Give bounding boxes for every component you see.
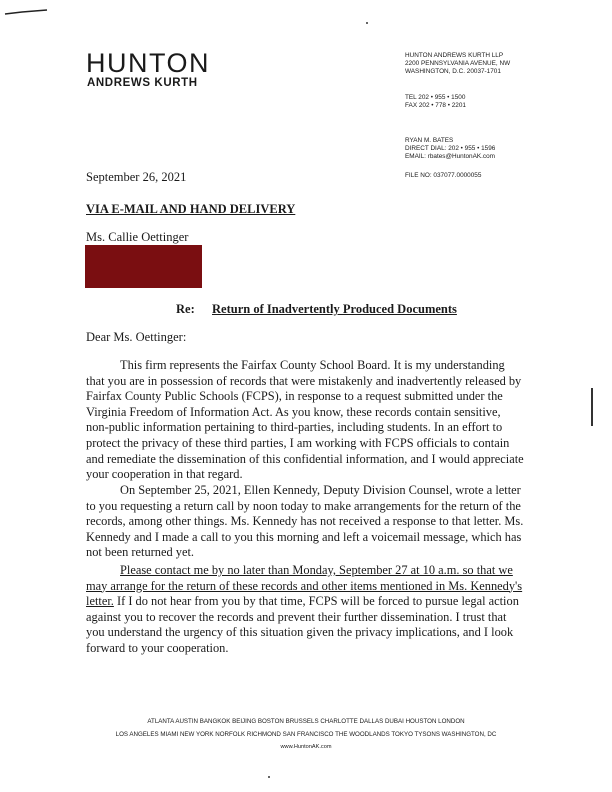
recipient-name: Ms. Callie Oettinger: [86, 230, 189, 244]
firm-telephone: TEL 202 • 955 • 1500: [405, 94, 466, 101]
author-email: EMAIL: rbates@HuntonAK.com: [405, 153, 495, 160]
firm-address-line2: WASHINGTON, D.C. 20037-1701: [405, 68, 501, 75]
salutation: Dear Ms. Oettinger:: [86, 330, 187, 344]
paragraph-3-rest: If I do not hear from you by that time, FCPS will be forced to pursue legal action against you to recover the records and prevent their further dissemination. I trust that you understand the urgency of this situation given the privacy implications, and I look forward to your cooperation.: [86, 594, 519, 655]
re-label: Re:: [176, 302, 195, 316]
author-name: RYAN M. BATES: [405, 137, 454, 144]
file-number: FILE NO: 037077.0000055: [405, 172, 482, 179]
letter-date: September 26, 2021: [86, 170, 187, 184]
footer-offices-line1: ATLANTA AUSTIN BANGKOK BEIJING BOSTON BRUSSELS CHARLOTTE DALLAS DUBAI HOUSTON LONDON: [147, 718, 465, 725]
body-paragraph-2: On September 25, 2021, Ellen Kennedy, Deputy Division Counsel, wrote a letter to you requesting a return call by noon today to make arrangements for the return of the records, among other things. Ms. Kennedy has not received a response to that letter. Ms. Kennedy and I made a call to you this morning and left a voicemail message, which has not been returned yet.: [86, 483, 524, 560]
firm-fax: FAX 202 • 778 • 2201: [405, 102, 466, 109]
scan-dot: [366, 22, 368, 24]
margin-mark: [591, 388, 593, 426]
author-direct-dial: DIRECT DIAL: 202 • 955 • 1596: [405, 145, 496, 152]
firm-name: HUNTON ANDREWS KURTH LLP: [405, 52, 504, 59]
body-paragraph-3: [86, 563, 526, 657]
firm-logo-sub: ANDREWS KURTH: [87, 77, 198, 89]
re-subject: Return of Inadvertently Produced Documents: [212, 302, 457, 316]
footer-offices-line2: LOS ANGELES MIAMI NEW YORK NORFOLK RICHMOND SAN FRANCISCO THE WOODLANDS TOKYO TYSONS WASHINGTON, DC: [115, 731, 497, 738]
scan-artifact-mark: [4, 8, 48, 16]
firm-logo-main: HUNTON: [86, 48, 211, 78]
paragraph-3-underlined: Please contact me by no later than Monday, September 27 at 10 a.m. so that we may arrange for the return of these records and other items mentioned in Ms. Kennedy's letter.: [86, 563, 523, 609]
firm-address-line1: 2200 PENNSYLVANIA AVENUE, NW: [405, 60, 511, 67]
body-paragraph-1: This firm represents the Fairfax County School Board. It is my understanding that you are in possession of records that were mistakenly and inadvertently released by Fairfax County Public Schools (FCPS), in response to a request submitted under the Virginia Freedom of Information Act. As you know, these records contain sensitive, non-public information pertaining to third-parties, including students. In an effort to protect the privacy of these third parties, I am working with FCPS officials to contain and remediate the dissemination of this confidential information, and I would appreciate your cooperation in that regard.: [86, 358, 524, 482]
scan-dot: [268, 776, 270, 778]
delivery-method: VIA E-MAIL AND HAND DELIVERY: [86, 202, 296, 216]
redaction-box: [85, 245, 202, 288]
footer-website: www.HuntonAK.com: [280, 744, 332, 750]
